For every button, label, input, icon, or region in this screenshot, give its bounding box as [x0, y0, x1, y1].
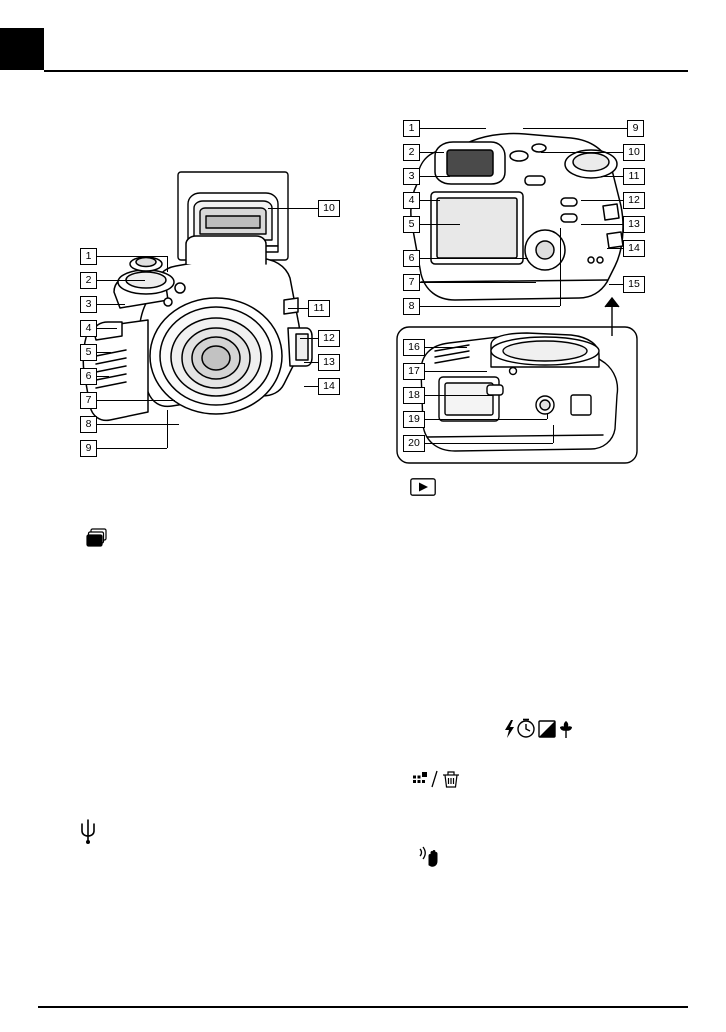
- rear-lead-1: [420, 128, 486, 129]
- bottom-callout-16: 16: [403, 339, 425, 356]
- rear-callout-11: 11: [623, 168, 645, 185]
- front-lead-1: [97, 256, 167, 257]
- front-lead-5: [97, 352, 111, 353]
- bottom-callout-20: 20: [403, 435, 425, 452]
- rear-lead-6: [420, 258, 528, 259]
- rear-lead-11: [601, 176, 623, 177]
- front-lead-6: [97, 376, 109, 377]
- bottom-lead-18: [425, 395, 493, 396]
- page-thumb-tab: [0, 28, 44, 70]
- front-lead-7: [97, 400, 175, 401]
- front-callout-14: 14: [318, 378, 340, 395]
- front-lead-10: [268, 208, 318, 209]
- front-callout-8: 8: [80, 416, 97, 433]
- bottom-lead-16: [425, 347, 467, 348]
- front-lead-1v: [167, 256, 168, 272]
- rear-callout-3: 3: [403, 168, 420, 185]
- bottom-callout-17: 17: [403, 363, 425, 380]
- rear-view-drawing: [395, 110, 655, 320]
- front-lead-12: [300, 338, 318, 339]
- rear-callout-15: 15: [623, 276, 645, 293]
- front-lead-13: [304, 362, 318, 363]
- front-callout-1: 1: [80, 248, 97, 265]
- view-connector-arrow: [600, 290, 624, 336]
- camera-bottom-view: [395, 325, 655, 470]
- bottom-lead-19: [425, 419, 547, 420]
- rear-callout-10: 10: [623, 144, 645, 161]
- rear-lead-10: [541, 152, 623, 153]
- header-rule: [44, 70, 688, 72]
- front-callout-2: 2: [80, 272, 97, 289]
- bottom-lead-17: [425, 371, 487, 372]
- front-callout-9: 9: [80, 440, 97, 457]
- rear-callout-8: 8: [403, 298, 420, 315]
- rear-lead-13: [581, 224, 623, 225]
- front-callout-13: 13: [318, 354, 340, 371]
- front-callout-3: 3: [80, 296, 97, 313]
- rear-lead-14: [607, 248, 623, 249]
- rear-callout-12: 12: [623, 192, 645, 209]
- rear-callout-13: 13: [623, 216, 645, 233]
- mode-glyph-row: [503, 718, 573, 740]
- front-lead-9: [97, 448, 167, 449]
- rear-callout-2: 2: [403, 144, 420, 161]
- rear-lead-2: [420, 152, 444, 153]
- playback-icon-glyph: [410, 478, 436, 496]
- bottom-lead-19v: [547, 413, 548, 419]
- rear-callout-9: 9: [627, 120, 644, 137]
- rear-lead-3: [420, 176, 450, 177]
- rear-lead-9: [523, 128, 627, 129]
- image-size-delete-glyphs: [412, 768, 462, 790]
- front-callout-4: 4: [80, 320, 97, 337]
- rear-lead-4: [420, 200, 440, 201]
- front-callout-5: 5: [80, 344, 97, 361]
- front-lead-4: [97, 328, 117, 329]
- front-lead-14: [304, 386, 318, 387]
- rear-lead-12: [581, 200, 623, 201]
- camera-front-view: [60, 160, 360, 460]
- camera-rear-view: [395, 110, 655, 320]
- bottom-lead-20v: [553, 425, 554, 443]
- rear-callout-6: 6: [403, 250, 420, 267]
- front-lead-3: [97, 304, 125, 305]
- vibration-icon-glyph: [418, 845, 448, 869]
- rear-lead-5: [420, 224, 460, 225]
- rear-callout-1: 1: [403, 120, 420, 137]
- rear-lead-7: [420, 282, 536, 283]
- playback-icon: [410, 478, 436, 496]
- front-callout-10: 10: [318, 200, 340, 217]
- bottom-callout-19: 19: [403, 411, 425, 428]
- rear-callout-14: 14: [623, 240, 645, 257]
- rear-callout-5: 5: [403, 216, 420, 233]
- rear-callout-7: 7: [403, 274, 420, 291]
- burst-mode-icon: [86, 528, 108, 548]
- rear-lead-15: [609, 284, 623, 285]
- usb-icon: [78, 818, 98, 844]
- rear-lead-8v: [560, 228, 561, 306]
- burst-mode-icon-glyph: [86, 528, 108, 548]
- front-lead-11: [288, 308, 308, 309]
- bottom-lead-20: [425, 443, 553, 444]
- front-callout-7: 7: [80, 392, 97, 409]
- image-size-delete-row: [412, 768, 462, 790]
- rear-lead-8: [420, 306, 560, 307]
- rear-callout-4: 4: [403, 192, 420, 209]
- front-callout-12: 12: [318, 330, 340, 347]
- usb-icon-glyph: [78, 818, 98, 844]
- vibration-icon: [418, 845, 448, 869]
- front-lead-2: [97, 280, 145, 281]
- front-callout-11: 11: [308, 300, 330, 317]
- front-callout-6: 6: [80, 368, 97, 385]
- mode-glyph-row-glyphs: [503, 718, 573, 740]
- footer-rule: [38, 1006, 688, 1008]
- bottom-callout-18: 18: [403, 387, 425, 404]
- front-lead-9v: [167, 410, 168, 448]
